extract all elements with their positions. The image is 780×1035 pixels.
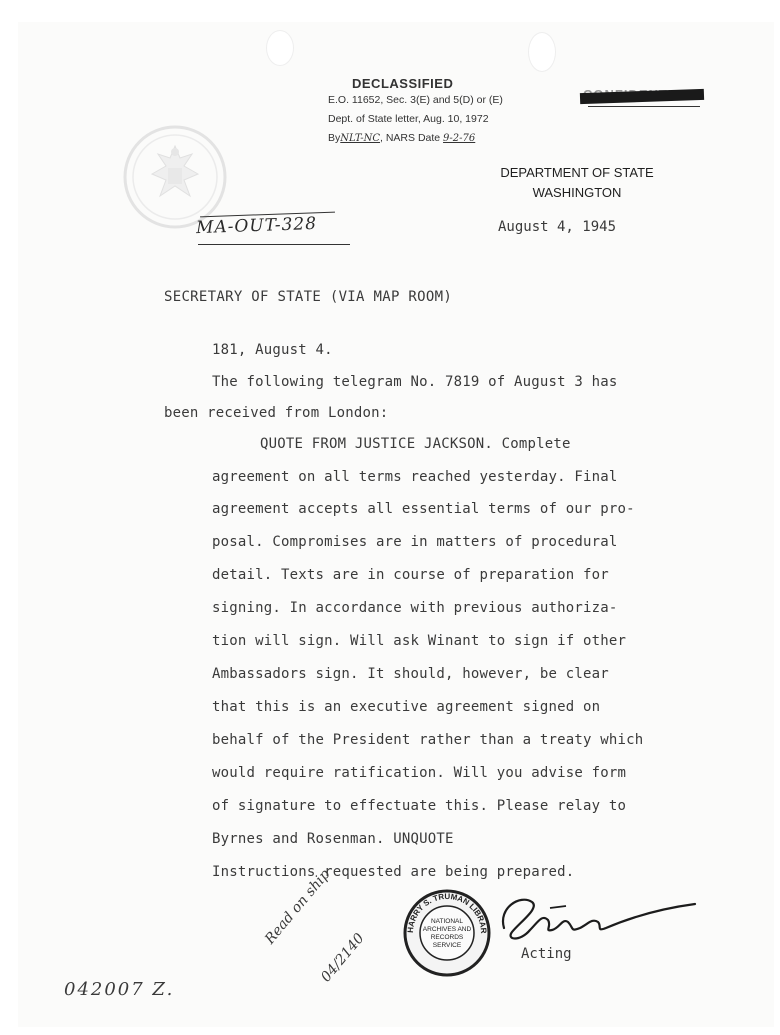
declass-by-line — [328, 129, 503, 148]
letterhead-department: DEPARTMENT OF STATE — [500, 165, 654, 180]
letter-date: August 4, 1945 — [498, 219, 617, 235]
classification-underline — [588, 106, 700, 107]
quoted-body-line: behalf of the President rather than a treaty which — [212, 732, 644, 748]
letterhead-city: WASHINGTON — [532, 185, 622, 200]
quoted-body-line: agreement on all terms reached yesterday. Final — [212, 469, 618, 485]
nara-stamp-line: RECORDS — [430, 934, 464, 941]
handwritten-read-date: 04/2140 — [318, 930, 368, 986]
declass-by-initials: NLT-NC — [340, 133, 381, 144]
quoted-body-line: tion will sign. Will ask Winant to sign if other — [212, 633, 627, 649]
file-reference: MA-OUT-328 — [195, 213, 318, 239]
nara-stamp-line: NATIONAL — [430, 918, 464, 925]
declass-by-prefix: By — [328, 132, 341, 144]
quoted-body-line: that this is an executive agreement signed on — [212, 699, 601, 715]
nara-stamp-outer-text: HARRY S. TRUMAN LIBRAR — [405, 891, 489, 934]
letterhead — [488, 163, 666, 203]
handwritten-read-note: Read on ship — [262, 866, 334, 948]
punch-hole-right — [528, 32, 556, 72]
signer-title: Acting — [521, 946, 572, 962]
file-ref-bottom-rule — [198, 244, 350, 245]
quoted-body-line: QUOTE FROM JUSTICE JACKSON. Complete — [260, 436, 571, 452]
message-number-line: 181, August 4. — [212, 342, 333, 358]
quoted-body-line: would require ratification. Will you advise form — [212, 765, 627, 781]
declassified-heading: DECLASSIFIED — [352, 76, 454, 91]
body-line: The following telegram No. 7819 of August 3 has — [212, 374, 618, 390]
declass-nars-date-label: , NARS Date — [380, 132, 441, 144]
declass-letter-line: Dept. of State letter, Aug. 10, 1972 — [328, 113, 489, 125]
quoted-body-line: agreement accepts all essential terms of our pro- — [212, 501, 635, 517]
declass-date: 9-2-76 — [443, 133, 476, 144]
quoted-body-line: Byrnes and Rosenman. UNQUOTE — [212, 831, 454, 847]
closing-line: Instructions requested are being prepared. — [212, 864, 575, 880]
declass-authority-line: E.O. 11652, Sec. 3(E) and 5(D) or (E) — [328, 94, 503, 106]
nara-archive-stamp — [403, 889, 491, 977]
nara-stamp-line: SERVICE — [432, 942, 462, 949]
quoted-body-line: posal. Compromises are in matters of procedural — [212, 534, 618, 550]
body-line: been received from London: — [164, 405, 389, 421]
addressee: SECRETARY OF STATE (VIA MAP ROOM) — [164, 289, 453, 305]
quoted-body-line: Ambassadors sign. It should, however, be clear — [212, 666, 609, 682]
punch-hole-left — [266, 30, 294, 66]
signature-scrawl — [490, 888, 700, 952]
handwritten-time-code: 042007 Z. — [64, 979, 175, 1000]
declassification-stamp — [328, 76, 503, 148]
quoted-body-line: signing. In accordance with previous authoriza- — [212, 600, 618, 616]
quoted-body-line: detail. Texts are in course of preparation for — [212, 567, 609, 583]
nara-stamp-line: ARCHIVES AND — [422, 926, 472, 933]
quoted-body-line: of signature to effectuate this. Please relay to — [212, 798, 627, 814]
